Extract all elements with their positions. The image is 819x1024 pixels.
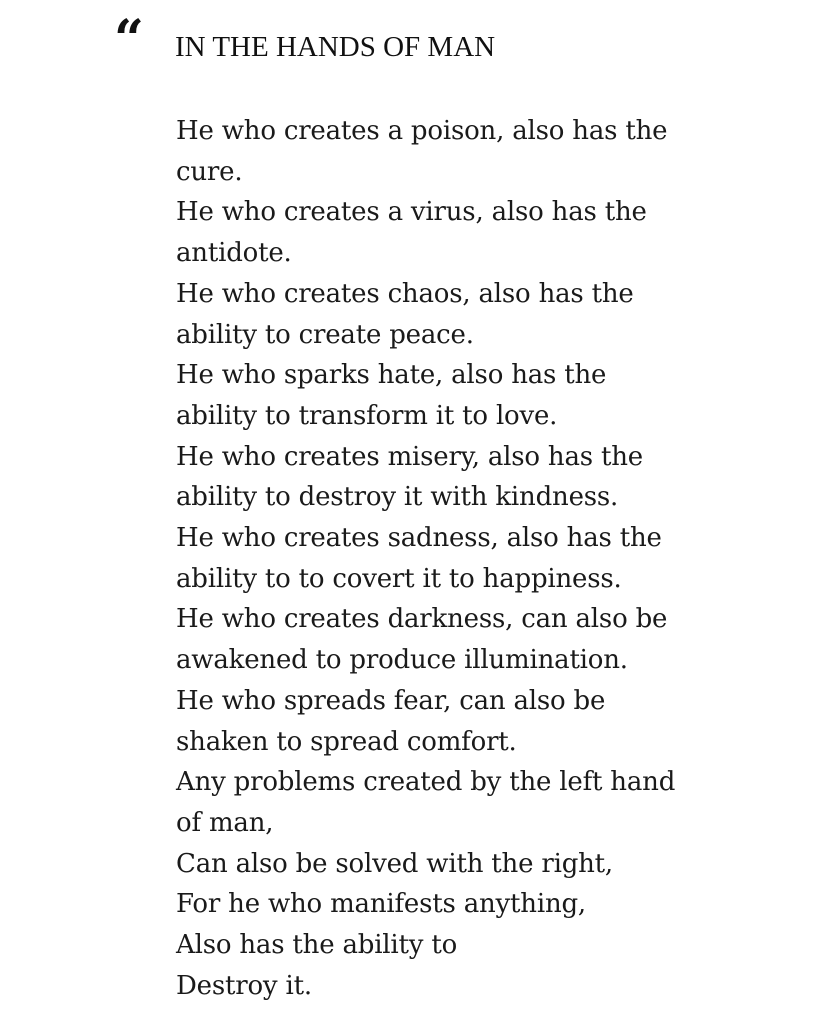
poem-line: He who creates a virus, also has the — [176, 197, 647, 228]
poem-line: of man, — [176, 807, 274, 838]
poem-title: IN THE HANDS OF MAN — [175, 31, 496, 63]
poem-line: ability to to covert it to happiness. — [176, 563, 622, 594]
poem-line: He who creates chaos, also has the — [176, 278, 634, 309]
poem-line: He who sparks hate, also has the — [176, 360, 607, 391]
poem-line: He who creates sadness, also has the — [176, 523, 662, 554]
poem-line: He who spreads fear, can also be — [176, 685, 606, 716]
poem-line: cure. — [176, 156, 243, 187]
poem-line: antidote. — [176, 238, 292, 269]
poem-line: Can also be solved with the right, — [176, 848, 613, 879]
poem-line: For he who manifests anything, — [176, 889, 587, 920]
poem-line: Also has the ability to — [176, 930, 458, 961]
quote-mark-icon: “ — [114, 9, 141, 70]
poem-line: Any problems created by the left hand — [176, 767, 676, 798]
poem-line: ability to destroy it with kindness. — [176, 482, 619, 513]
poem-line: Destroy it. — [176, 970, 312, 1001]
poem-line: awakened to produce illumination. — [176, 645, 628, 676]
poem-line: shaken to spread comfort. — [176, 726, 517, 757]
poem-line: ability to transform it to love. — [176, 400, 558, 431]
poem-line: He who creates darkness, can also be — [176, 604, 668, 635]
poem-line: ability to create peace. — [176, 319, 474, 350]
poem-body — [176, 111, 796, 1006]
poem-line: He who creates misery, also has the — [176, 441, 643, 472]
poem-line: He who creates a poison, also has the — [176, 116, 668, 146]
